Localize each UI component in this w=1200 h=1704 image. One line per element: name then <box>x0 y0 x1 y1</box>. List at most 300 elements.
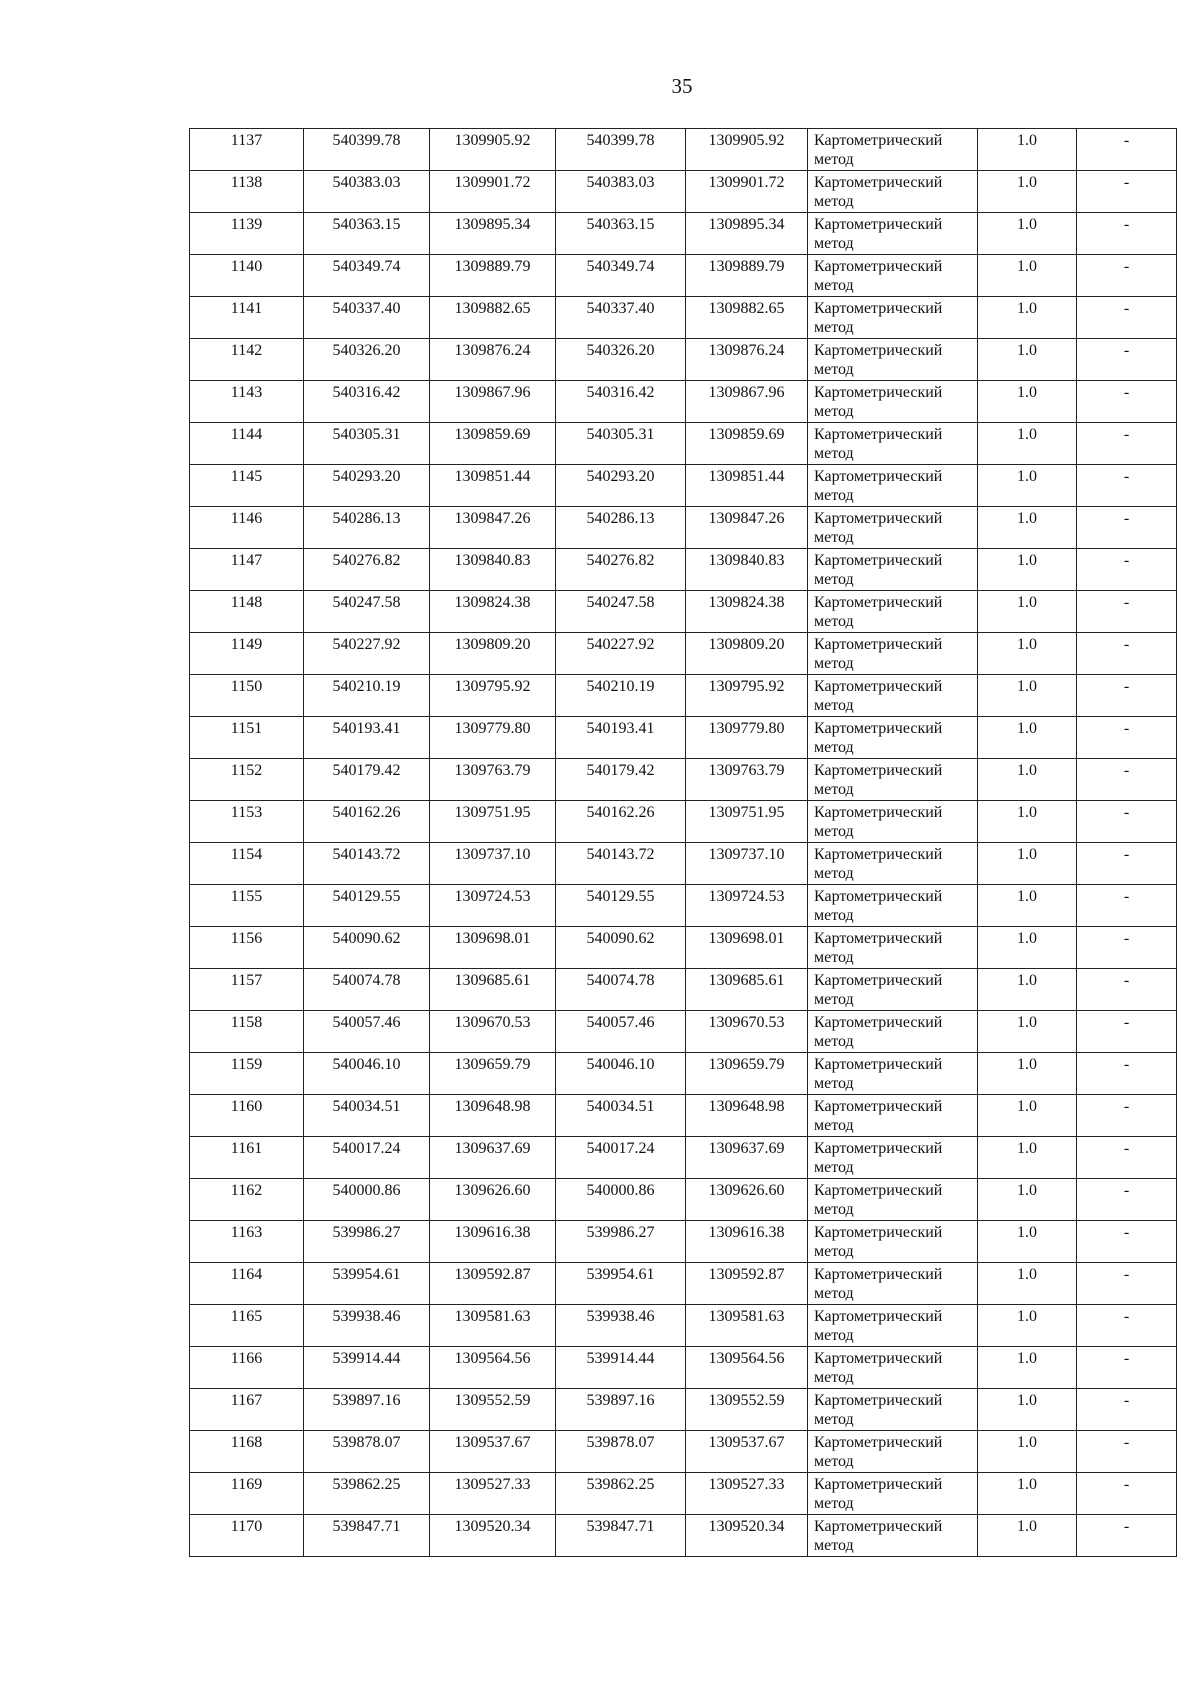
refined-y-cell: 1309737.10 <box>686 843 808 885</box>
existing-x-cell: 540143.72 <box>304 843 430 885</box>
point-number-cell: 1157 <box>190 969 304 1011</box>
description-cell: - <box>1077 843 1177 885</box>
refined-y-cell: 1309840.83 <box>686 549 808 591</box>
point-number-cell: 1161 <box>190 1137 304 1179</box>
existing-x-cell: 540227.92 <box>304 633 430 675</box>
method-cell: Картометрический метод <box>808 1053 978 1095</box>
table-row <box>190 591 1177 633</box>
description-cell: - <box>1077 465 1177 507</box>
accuracy-cell: 1.0 <box>978 1137 1077 1179</box>
accuracy-cell: 1.0 <box>978 213 1077 255</box>
existing-y-cell: 1309564.56 <box>430 1347 556 1389</box>
table-row <box>190 213 1177 255</box>
point-number-cell: 1163 <box>190 1221 304 1263</box>
accuracy-cell: 1.0 <box>978 255 1077 297</box>
table-row <box>190 171 1177 213</box>
accuracy-cell: 1.0 <box>978 969 1077 1011</box>
existing-y-cell: 1309616.38 <box>430 1221 556 1263</box>
accuracy-cell: 1.0 <box>978 129 1077 171</box>
refined-y-cell: 1309859.69 <box>686 423 808 465</box>
description-cell: - <box>1077 255 1177 297</box>
existing-x-cell: 540046.10 <box>304 1053 430 1095</box>
description-cell: - <box>1077 801 1177 843</box>
refined-x-cell: 540276.82 <box>556 549 686 591</box>
table-row <box>190 1515 1177 1557</box>
point-number-cell: 1146 <box>190 507 304 549</box>
existing-y-cell: 1309867.96 <box>430 381 556 423</box>
existing-x-cell: 539986.27 <box>304 1221 430 1263</box>
refined-x-cell: 540034.51 <box>556 1095 686 1137</box>
existing-y-cell: 1309626.60 <box>430 1179 556 1221</box>
method-cell: Картометрический метод <box>808 1179 978 1221</box>
refined-y-cell: 1309905.92 <box>686 129 808 171</box>
existing-y-cell: 1309527.33 <box>430 1473 556 1515</box>
existing-x-cell: 540293.20 <box>304 465 430 507</box>
method-cell: Картометрический метод <box>808 1473 978 1515</box>
refined-x-cell: 540046.10 <box>556 1053 686 1095</box>
existing-y-cell: 1309905.92 <box>430 129 556 171</box>
refined-y-cell: 1309882.65 <box>686 297 808 339</box>
existing-y-cell: 1309824.38 <box>430 591 556 633</box>
method-cell: Картометрический метод <box>808 843 978 885</box>
method-cell: Картометрический метод <box>808 591 978 633</box>
table-row <box>190 717 1177 759</box>
existing-x-cell: 540193.41 <box>304 717 430 759</box>
point-number-cell: 1145 <box>190 465 304 507</box>
description-cell: - <box>1077 927 1177 969</box>
point-number-cell: 1150 <box>190 675 304 717</box>
existing-x-cell: 540363.15 <box>304 213 430 255</box>
table-row <box>190 1179 1177 1221</box>
accuracy-cell: 1.0 <box>978 339 1077 381</box>
refined-x-cell: 540017.24 <box>556 1137 686 1179</box>
existing-x-cell: 540074.78 <box>304 969 430 1011</box>
point-number-cell: 1167 <box>190 1389 304 1431</box>
refined-x-cell: 540179.42 <box>556 759 686 801</box>
point-number-cell: 1164 <box>190 1263 304 1305</box>
table-row <box>190 1473 1177 1515</box>
table-row <box>190 507 1177 549</box>
method-cell: Картометрический метод <box>808 1221 978 1263</box>
refined-x-cell: 540074.78 <box>556 969 686 1011</box>
description-cell: - <box>1077 717 1177 759</box>
refined-y-cell: 1309889.79 <box>686 255 808 297</box>
refined-y-cell: 1309809.20 <box>686 633 808 675</box>
accuracy-cell: 1.0 <box>978 675 1077 717</box>
refined-y-cell: 1309795.92 <box>686 675 808 717</box>
description-cell: - <box>1077 675 1177 717</box>
point-number-cell: 1165 <box>190 1305 304 1347</box>
table-row <box>190 633 1177 675</box>
method-cell: Картометрический метод <box>808 255 978 297</box>
existing-x-cell: 540276.82 <box>304 549 430 591</box>
refined-x-cell: 540293.20 <box>556 465 686 507</box>
accuracy-cell: 1.0 <box>978 1095 1077 1137</box>
existing-y-cell: 1309737.10 <box>430 843 556 885</box>
existing-x-cell: 539897.16 <box>304 1389 430 1431</box>
refined-y-cell: 1309847.26 <box>686 507 808 549</box>
point-number-cell: 1148 <box>190 591 304 633</box>
description-cell: - <box>1077 885 1177 927</box>
point-number-cell: 1155 <box>190 885 304 927</box>
method-cell: Картометрический метод <box>808 1389 978 1431</box>
table-row <box>190 1095 1177 1137</box>
accuracy-cell: 1.0 <box>978 885 1077 927</box>
accuracy-cell: 1.0 <box>978 507 1077 549</box>
method-cell: Картометрический метод <box>808 1431 978 1473</box>
refined-y-cell: 1309851.44 <box>686 465 808 507</box>
point-number-cell: 1140 <box>190 255 304 297</box>
refined-y-cell: 1309552.59 <box>686 1389 808 1431</box>
existing-x-cell: 540129.55 <box>304 885 430 927</box>
existing-x-cell: 540000.86 <box>304 1179 430 1221</box>
method-cell: Картометрический метод <box>808 507 978 549</box>
table-row <box>190 1011 1177 1053</box>
table-row <box>190 675 1177 717</box>
table-row <box>190 885 1177 927</box>
accuracy-cell: 1.0 <box>978 1263 1077 1305</box>
existing-y-cell: 1309698.01 <box>430 927 556 969</box>
existing-y-cell: 1309751.95 <box>430 801 556 843</box>
refined-x-cell: 540326.20 <box>556 339 686 381</box>
point-number-cell: 1142 <box>190 339 304 381</box>
existing-x-cell: 540210.19 <box>304 675 430 717</box>
refined-x-cell: 539986.27 <box>556 1221 686 1263</box>
description-cell: - <box>1077 171 1177 213</box>
method-cell: Картометрический метод <box>808 1263 978 1305</box>
refined-x-cell: 539847.71 <box>556 1515 686 1557</box>
method-cell: Картометрический метод <box>808 1137 978 1179</box>
existing-x-cell: 539954.61 <box>304 1263 430 1305</box>
table-row <box>190 1305 1177 1347</box>
existing-y-cell: 1309859.69 <box>430 423 556 465</box>
existing-x-cell: 540162.26 <box>304 801 430 843</box>
refined-y-cell: 1309779.80 <box>686 717 808 759</box>
refined-y-cell: 1309867.96 <box>686 381 808 423</box>
existing-x-cell: 539878.07 <box>304 1431 430 1473</box>
description-cell: - <box>1077 1515 1177 1557</box>
existing-x-cell: 540179.42 <box>304 759 430 801</box>
method-cell: Картометрический метод <box>808 885 978 927</box>
point-number-cell: 1151 <box>190 717 304 759</box>
existing-y-cell: 1309889.79 <box>430 255 556 297</box>
method-cell: Картометрический метод <box>808 129 978 171</box>
refined-x-cell: 540247.58 <box>556 591 686 633</box>
existing-y-cell: 1309685.61 <box>430 969 556 1011</box>
existing-y-cell: 1309809.20 <box>430 633 556 675</box>
table-row <box>190 297 1177 339</box>
refined-y-cell: 1309581.63 <box>686 1305 808 1347</box>
refined-x-cell: 539938.46 <box>556 1305 686 1347</box>
table-row <box>190 339 1177 381</box>
description-cell: - <box>1077 423 1177 465</box>
accuracy-cell: 1.0 <box>978 1179 1077 1221</box>
existing-y-cell: 1309581.63 <box>430 1305 556 1347</box>
method-cell: Картометрический метод <box>808 927 978 969</box>
refined-x-cell: 540286.13 <box>556 507 686 549</box>
existing-x-cell: 540316.42 <box>304 381 430 423</box>
description-cell: - <box>1077 1137 1177 1179</box>
point-number-cell: 1137 <box>190 129 304 171</box>
refined-x-cell: 540000.86 <box>556 1179 686 1221</box>
refined-y-cell: 1309592.87 <box>686 1263 808 1305</box>
table-row <box>190 759 1177 801</box>
existing-x-cell: 540337.40 <box>304 297 430 339</box>
coordinates-table <box>189 128 1177 1557</box>
description-cell: - <box>1077 1011 1177 1053</box>
point-number-cell: 1168 <box>190 1431 304 1473</box>
accuracy-cell: 1.0 <box>978 759 1077 801</box>
refined-y-cell: 1309659.79 <box>686 1053 808 1095</box>
table-row <box>190 129 1177 171</box>
method-cell: Картометрический метод <box>808 339 978 381</box>
table-row <box>190 1263 1177 1305</box>
refined-x-cell: 539914.44 <box>556 1347 686 1389</box>
table-row <box>190 927 1177 969</box>
method-cell: Картометрический метод <box>808 717 978 759</box>
point-number-cell: 1156 <box>190 927 304 969</box>
accuracy-cell: 1.0 <box>978 549 1077 591</box>
point-number-cell: 1169 <box>190 1473 304 1515</box>
refined-x-cell: 540090.62 <box>556 927 686 969</box>
table-body <box>190 129 1177 1557</box>
accuracy-cell: 1.0 <box>978 1011 1077 1053</box>
method-cell: Картометрический метод <box>808 465 978 507</box>
method-cell: Картометрический метод <box>808 801 978 843</box>
method-cell: Картометрический метод <box>808 1011 978 1053</box>
existing-y-cell: 1309847.26 <box>430 507 556 549</box>
existing-x-cell: 540326.20 <box>304 339 430 381</box>
existing-x-cell: 540399.78 <box>304 129 430 171</box>
table-row <box>190 1221 1177 1263</box>
accuracy-cell: 1.0 <box>978 171 1077 213</box>
description-cell: - <box>1077 1431 1177 1473</box>
refined-y-cell: 1309564.56 <box>686 1347 808 1389</box>
existing-y-cell: 1309592.87 <box>430 1263 556 1305</box>
refined-x-cell: 540162.26 <box>556 801 686 843</box>
accuracy-cell: 1.0 <box>978 1053 1077 1095</box>
existing-y-cell: 1309851.44 <box>430 465 556 507</box>
refined-x-cell: 540210.19 <box>556 675 686 717</box>
refined-x-cell: 540227.92 <box>556 633 686 675</box>
refined-y-cell: 1309901.72 <box>686 171 808 213</box>
refined-y-cell: 1309724.53 <box>686 885 808 927</box>
point-number-cell: 1160 <box>190 1095 304 1137</box>
refined-y-cell: 1309824.38 <box>686 591 808 633</box>
refined-y-cell: 1309685.61 <box>686 969 808 1011</box>
table-row <box>190 465 1177 507</box>
method-cell: Картометрический метод <box>808 213 978 255</box>
accuracy-cell: 1.0 <box>978 297 1077 339</box>
accuracy-cell: 1.0 <box>978 1431 1077 1473</box>
method-cell: Картометрический метод <box>808 1347 978 1389</box>
accuracy-cell: 1.0 <box>978 717 1077 759</box>
description-cell: - <box>1077 213 1177 255</box>
accuracy-cell: 1.0 <box>978 381 1077 423</box>
existing-x-cell: 540034.51 <box>304 1095 430 1137</box>
description-cell: - <box>1077 129 1177 171</box>
existing-x-cell: 540247.58 <box>304 591 430 633</box>
method-cell: Картометрический метод <box>808 969 978 1011</box>
description-cell: - <box>1077 1263 1177 1305</box>
refined-x-cell: 539897.16 <box>556 1389 686 1431</box>
table-row <box>190 423 1177 465</box>
description-cell: - <box>1077 549 1177 591</box>
refined-x-cell: 540193.41 <box>556 717 686 759</box>
accuracy-cell: 1.0 <box>978 927 1077 969</box>
method-cell: Картометрический метод <box>808 675 978 717</box>
refined-y-cell: 1309527.33 <box>686 1473 808 1515</box>
accuracy-cell: 1.0 <box>978 1473 1077 1515</box>
point-number-cell: 1166 <box>190 1347 304 1389</box>
table-row <box>190 1389 1177 1431</box>
existing-y-cell: 1309520.34 <box>430 1515 556 1557</box>
point-number-cell: 1147 <box>190 549 304 591</box>
refined-x-cell: 540143.72 <box>556 843 686 885</box>
existing-y-cell: 1309895.34 <box>430 213 556 255</box>
accuracy-cell: 1.0 <box>978 465 1077 507</box>
refined-y-cell: 1309876.24 <box>686 339 808 381</box>
refined-y-cell: 1309763.79 <box>686 759 808 801</box>
method-cell: Картометрический метод <box>808 1305 978 1347</box>
table-row <box>190 1431 1177 1473</box>
refined-y-cell: 1309637.69 <box>686 1137 808 1179</box>
accuracy-cell: 1.0 <box>978 801 1077 843</box>
refined-y-cell: 1309626.60 <box>686 1179 808 1221</box>
point-number-cell: 1162 <box>190 1179 304 1221</box>
point-number-cell: 1141 <box>190 297 304 339</box>
description-cell: - <box>1077 1389 1177 1431</box>
existing-y-cell: 1309659.79 <box>430 1053 556 1095</box>
point-number-cell: 1159 <box>190 1053 304 1095</box>
accuracy-cell: 1.0 <box>978 1389 1077 1431</box>
existing-y-cell: 1309795.92 <box>430 675 556 717</box>
existing-y-cell: 1309670.53 <box>430 1011 556 1053</box>
existing-x-cell: 540017.24 <box>304 1137 430 1179</box>
table-row <box>190 801 1177 843</box>
table-row <box>190 1347 1177 1389</box>
description-cell: - <box>1077 381 1177 423</box>
description-cell: - <box>1077 1347 1177 1389</box>
existing-x-cell: 540305.31 <box>304 423 430 465</box>
accuracy-cell: 1.0 <box>978 633 1077 675</box>
existing-y-cell: 1309901.72 <box>430 171 556 213</box>
existing-x-cell: 540057.46 <box>304 1011 430 1053</box>
description-cell: - <box>1077 633 1177 675</box>
description-cell: - <box>1077 339 1177 381</box>
existing-x-cell: 539847.71 <box>304 1515 430 1557</box>
point-number-cell: 1170 <box>190 1515 304 1557</box>
table-row <box>190 969 1177 1011</box>
method-cell: Картометрический метод <box>808 381 978 423</box>
table-row <box>190 1137 1177 1179</box>
accuracy-cell: 1.0 <box>978 1347 1077 1389</box>
table-row <box>190 843 1177 885</box>
refined-x-cell: 540363.15 <box>556 213 686 255</box>
existing-x-cell: 540286.13 <box>304 507 430 549</box>
point-number-cell: 1154 <box>190 843 304 885</box>
existing-y-cell: 1309840.83 <box>430 549 556 591</box>
description-cell: - <box>1077 1179 1177 1221</box>
description-cell: - <box>1077 1221 1177 1263</box>
refined-y-cell: 1309698.01 <box>686 927 808 969</box>
description-cell: - <box>1077 969 1177 1011</box>
existing-x-cell: 539938.46 <box>304 1305 430 1347</box>
existing-y-cell: 1309724.53 <box>430 885 556 927</box>
accuracy-cell: 1.0 <box>978 1305 1077 1347</box>
method-cell: Картометрический метод <box>808 549 978 591</box>
refined-x-cell: 539878.07 <box>556 1431 686 1473</box>
refined-x-cell: 540057.46 <box>556 1011 686 1053</box>
refined-x-cell: 540337.40 <box>556 297 686 339</box>
existing-y-cell: 1309763.79 <box>430 759 556 801</box>
refined-y-cell: 1309670.53 <box>686 1011 808 1053</box>
accuracy-cell: 1.0 <box>978 843 1077 885</box>
accuracy-cell: 1.0 <box>978 591 1077 633</box>
point-number-cell: 1152 <box>190 759 304 801</box>
refined-x-cell: 540383.03 <box>556 171 686 213</box>
existing-y-cell: 1309876.24 <box>430 339 556 381</box>
refined-y-cell: 1309751.95 <box>686 801 808 843</box>
existing-x-cell: 540383.03 <box>304 171 430 213</box>
refined-y-cell: 1309616.38 <box>686 1221 808 1263</box>
description-cell: - <box>1077 591 1177 633</box>
table-row <box>190 381 1177 423</box>
point-number-cell: 1139 <box>190 213 304 255</box>
description-cell: - <box>1077 297 1177 339</box>
refined-x-cell: 540349.74 <box>556 255 686 297</box>
existing-y-cell: 1309552.59 <box>430 1389 556 1431</box>
existing-x-cell: 540090.62 <box>304 927 430 969</box>
point-number-cell: 1158 <box>190 1011 304 1053</box>
existing-y-cell: 1309537.67 <box>430 1431 556 1473</box>
description-cell: - <box>1077 1305 1177 1347</box>
existing-x-cell: 539862.25 <box>304 1473 430 1515</box>
refined-y-cell: 1309520.34 <box>686 1515 808 1557</box>
refined-x-cell: 540316.42 <box>556 381 686 423</box>
existing-x-cell: 540349.74 <box>304 255 430 297</box>
method-cell: Картометрический метод <box>808 633 978 675</box>
refined-x-cell: 540399.78 <box>556 129 686 171</box>
existing-x-cell: 539914.44 <box>304 1347 430 1389</box>
accuracy-cell: 1.0 <box>978 423 1077 465</box>
refined-y-cell: 1309648.98 <box>686 1095 808 1137</box>
accuracy-cell: 1.0 <box>978 1221 1077 1263</box>
method-cell: Картометрический метод <box>808 171 978 213</box>
existing-y-cell: 1309779.80 <box>430 717 556 759</box>
description-cell: - <box>1077 1053 1177 1095</box>
table-row <box>190 255 1177 297</box>
accuracy-cell: 1.0 <box>978 1515 1077 1557</box>
method-cell: Картометрический метод <box>808 1095 978 1137</box>
point-number-cell: 1153 <box>190 801 304 843</box>
existing-y-cell: 1309882.65 <box>430 297 556 339</box>
page-number: 35 <box>671 74 693 98</box>
refined-x-cell: 540129.55 <box>556 885 686 927</box>
description-cell: - <box>1077 507 1177 549</box>
description-cell: - <box>1077 759 1177 801</box>
description-cell: - <box>1077 1473 1177 1515</box>
method-cell: Картометрический метод <box>808 759 978 801</box>
point-number-cell: 1149 <box>190 633 304 675</box>
table-row <box>190 549 1177 591</box>
method-cell: Картометрический метод <box>808 297 978 339</box>
point-number-cell: 1144 <box>190 423 304 465</box>
refined-y-cell: 1309895.34 <box>686 213 808 255</box>
existing-y-cell: 1309637.69 <box>430 1137 556 1179</box>
existing-y-cell: 1309648.98 <box>430 1095 556 1137</box>
point-number-cell: 1138 <box>190 171 304 213</box>
